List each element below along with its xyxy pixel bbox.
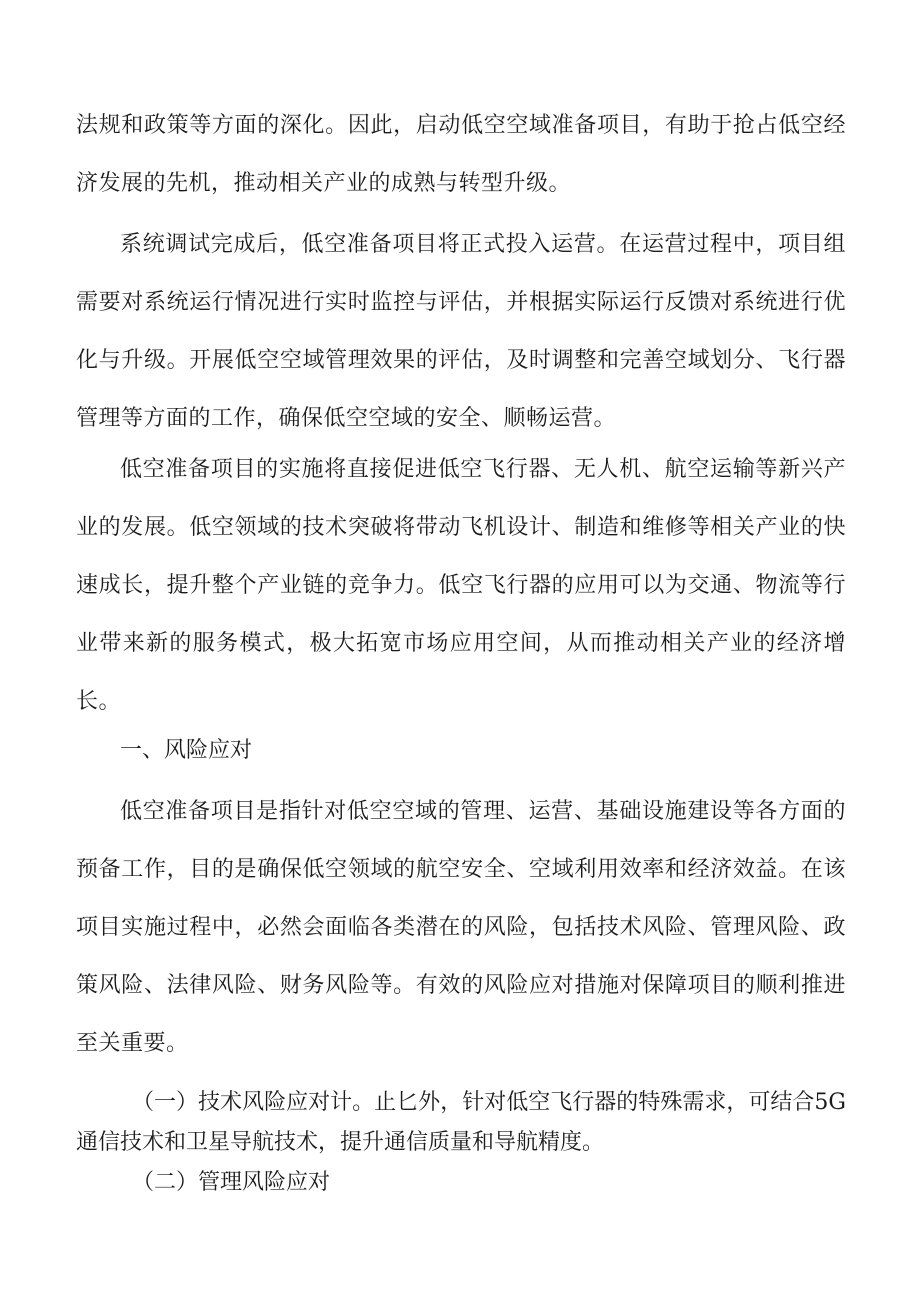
paragraph-risk-overview: 低空准备项目是指针对低空空域的管理、运营、基础设施建设等各方面的预备工作，目的是确保低空领域的航空安全、空域利用效率和经济效益。在该项目实施过程中，必然会面临各类潜在的风险，包括技术风险、管理风险、政策风险、法律风险、财务风险等。有效的风险应对措施对保障项目的顺利推进至关重要。 xyxy=(76,799,846,1056)
paragraph-industry-impact: 低空准备项目的实施将直接促进低空飞行器、无人机、航空运输等新兴产业的发展。低空领域的技术突破将带动飞机设计、制造和维修等相关产业的快速成长，提升整个产业链的竞争力。低空飞行器的应用可以为交通、物流等行业带来新的服务模式，极大拓宽市场应用空间，从而推动相关产业的经济增长。 xyxy=(76,457,846,714)
subsection-management-risk: （二）管理风险应对 xyxy=(132,1170,331,1195)
subsection-technical-risk: （一）技术风险应对计。止匕外，针对低空飞行器的特殊需求，可结合5G通信技术和卫星导航技术，提升通信质量和导航精度。 xyxy=(76,1090,846,1155)
section-heading-risk-response: 一、风险应对 xyxy=(120,738,253,763)
paragraph-intro-continuation: 法规和政策等方面的深化。因此，启动低空空域准备项目，有助于抢占低空经济发展的先机，推动相关产业的成熟与转型升级。 xyxy=(76,113,846,196)
paragraph-system-operation: 系统调试完成后，低空准备项目将正式投入运营。在运营过程中，项目组需要对系统运行情况进行实时监控与评估，并根据实际运行反馈对系统进行优化与升级。开展低空空域管理效果的评估，及时调整和完善空域划分、飞行器管理等方面的工作，确保低空空域的安全、顺畅运营。 xyxy=(76,232,846,431)
